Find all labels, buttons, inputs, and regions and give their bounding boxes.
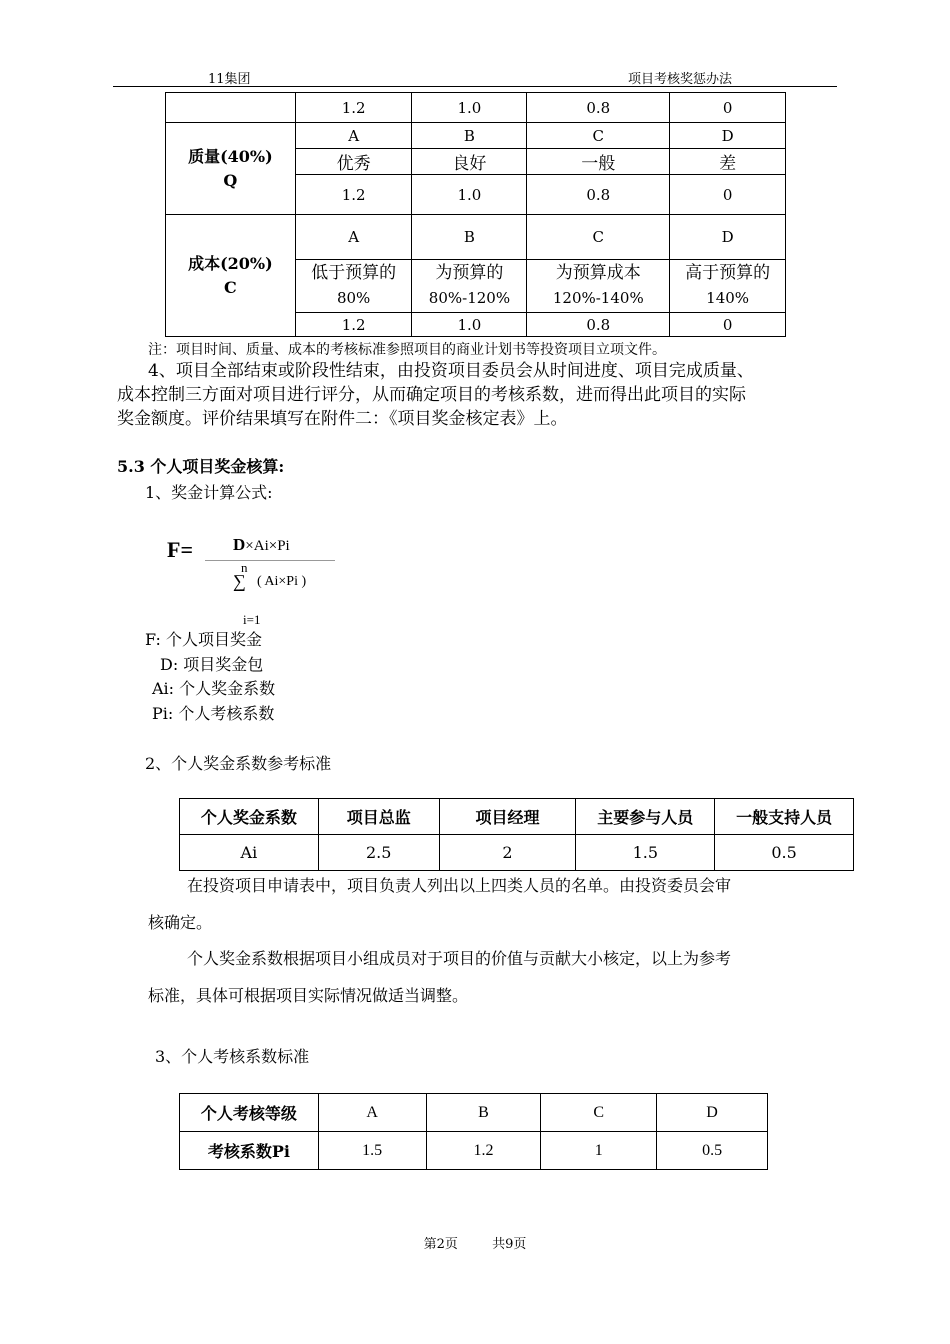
table-cell: 0: [670, 313, 786, 337]
paragraph-4-line2: 成本控制三方面对项目进行评分，从而确定项目的考核系数，进而得出此项目的实际: [117, 385, 746, 405]
table-cell: Ai: [180, 835, 319, 871]
paragraph-4-line3: 奖金额度。评价结果填写在附件二：《项目奖金核定表》上。: [117, 409, 568, 429]
table-cell: 0.8: [527, 175, 670, 215]
table-cell: 1.5: [318, 1132, 426, 1170]
formula-lhs: F=: [167, 537, 193, 562]
paragraph-b-line1: 个人奖金系数根据项目小组成员对于项目的价值与贡献大小核定，以上为参考: [187, 949, 732, 968]
page-footer: [0, 1233, 950, 1252]
sigma-symbol: ∑: [233, 571, 246, 591]
table-cell: 0: [670, 175, 786, 215]
quality-label: 质量(40%) Q: [166, 123, 296, 215]
cost-label: 成本(20%) C: [166, 215, 296, 337]
paragraph-a-line2: 核确定。: [148, 913, 213, 932]
table-cell: 1.2: [295, 313, 412, 337]
def-pi: Pi: 个人考核系数: [152, 704, 275, 723]
table-cell: D: [670, 123, 786, 149]
header-divider: [113, 86, 837, 87]
table-cell: 1.2: [295, 93, 412, 123]
table-cell: 2.5: [318, 835, 439, 871]
table-cell: 1.0: [412, 93, 527, 123]
table-cell: C: [527, 123, 670, 149]
section-title: 5.3 个人项目奖金核算:: [117, 457, 285, 476]
sum-upper-limit: n: [241, 560, 248, 575]
table-header: D: [657, 1094, 768, 1132]
sub3-title: 3、个人考核系数标准: [155, 1047, 310, 1066]
table-note: 注：项目时间、质量、成本的考核标准参照项目的商业计划书等投资项目立项文件。: [148, 342, 666, 358]
def-d: D: 项目奖金包: [160, 655, 264, 674]
table-cell: 0.8: [527, 93, 670, 123]
sum-lower-limit: i=1: [243, 612, 261, 627]
table-cell: 1.2: [295, 175, 412, 215]
table-cell: C: [527, 215, 670, 260]
formula-intro: 1、奖金计算公式:: [145, 483, 273, 502]
formula-denominator: ( Ai×Pi ): [257, 574, 307, 589]
table-cell: 优秀: [295, 149, 412, 175]
table-header: 个人考核等级: [180, 1094, 319, 1132]
table-cell: 0.5: [715, 835, 854, 871]
page-number: 第2页: [423, 1237, 458, 1252]
table-header: B: [426, 1094, 541, 1132]
bonus-coefficient-table: [179, 798, 854, 871]
table-cell: 一般: [527, 149, 670, 175]
paragraph-b-line2: 标准，具体可根据项目实际情况做适当调整。: [148, 986, 469, 1005]
table-cell: 1.0: [412, 313, 527, 337]
def-ai: Ai: 个人奖金系数: [152, 679, 276, 698]
table-header: 主要参与人员: [576, 799, 715, 835]
paragraph-4-line1: 4、项目全部结束或阶段性结束，由投资项目委员会从时间进度、项目完成质量、: [148, 361, 754, 381]
page-total: 共9页: [492, 1237, 527, 1252]
table-cell: 0.5: [657, 1132, 768, 1170]
header-right: 项目考核奖惩办法: [628, 72, 733, 87]
table-cell: B: [412, 215, 527, 260]
paragraph-a-line1: 在投资项目申请表中，项目负责人列出以上四类人员的名单。由投资委员会审: [187, 876, 732, 895]
table-cell: 低于预算的 80%: [295, 260, 412, 313]
table-cell: 0.8: [527, 313, 670, 337]
formula-numerator: D×Ai×Pi: [233, 535, 290, 554]
empty-cell: [166, 93, 296, 123]
table-cell: D: [670, 215, 786, 260]
def-f: F: 个人项目奖金: [145, 630, 263, 649]
table-cell: 1.5: [576, 835, 715, 871]
table-cell: 1.0: [412, 175, 527, 215]
table-cell: 为预算的 80%-120%: [412, 260, 527, 313]
table-header: 一般支持人员: [715, 799, 854, 835]
table-cell: 为预算成本 120%-140%: [527, 260, 670, 313]
table-cell: A: [295, 123, 412, 149]
table-header: C: [541, 1094, 657, 1132]
table-cell: A: [295, 215, 412, 260]
table-cell: 0: [670, 93, 786, 123]
table-cell: B: [412, 123, 527, 149]
table-cell: 1.2: [426, 1132, 541, 1170]
table-header: 项目经理: [439, 799, 576, 835]
table-cell: 2: [439, 835, 576, 871]
table-header: A: [318, 1094, 426, 1132]
fraction-bar: [205, 560, 335, 561]
table-cell: 差: [670, 149, 786, 175]
table-header: 项目总监: [318, 799, 439, 835]
table-cell: 1: [541, 1132, 657, 1170]
header-left: 11集团: [208, 72, 251, 87]
table-cell: 高于预算的 140%: [670, 260, 786, 313]
assessment-coefficient-table: [179, 1093, 768, 1170]
table-cell: 良好: [412, 149, 527, 175]
assessment-standard-table: [165, 92, 786, 337]
table-header: 个人奖金系数: [180, 799, 319, 835]
sub2-title: 2、个人奖金系数参考标准: [145, 754, 332, 773]
table-row-label: 考核系数Pi: [180, 1132, 319, 1170]
